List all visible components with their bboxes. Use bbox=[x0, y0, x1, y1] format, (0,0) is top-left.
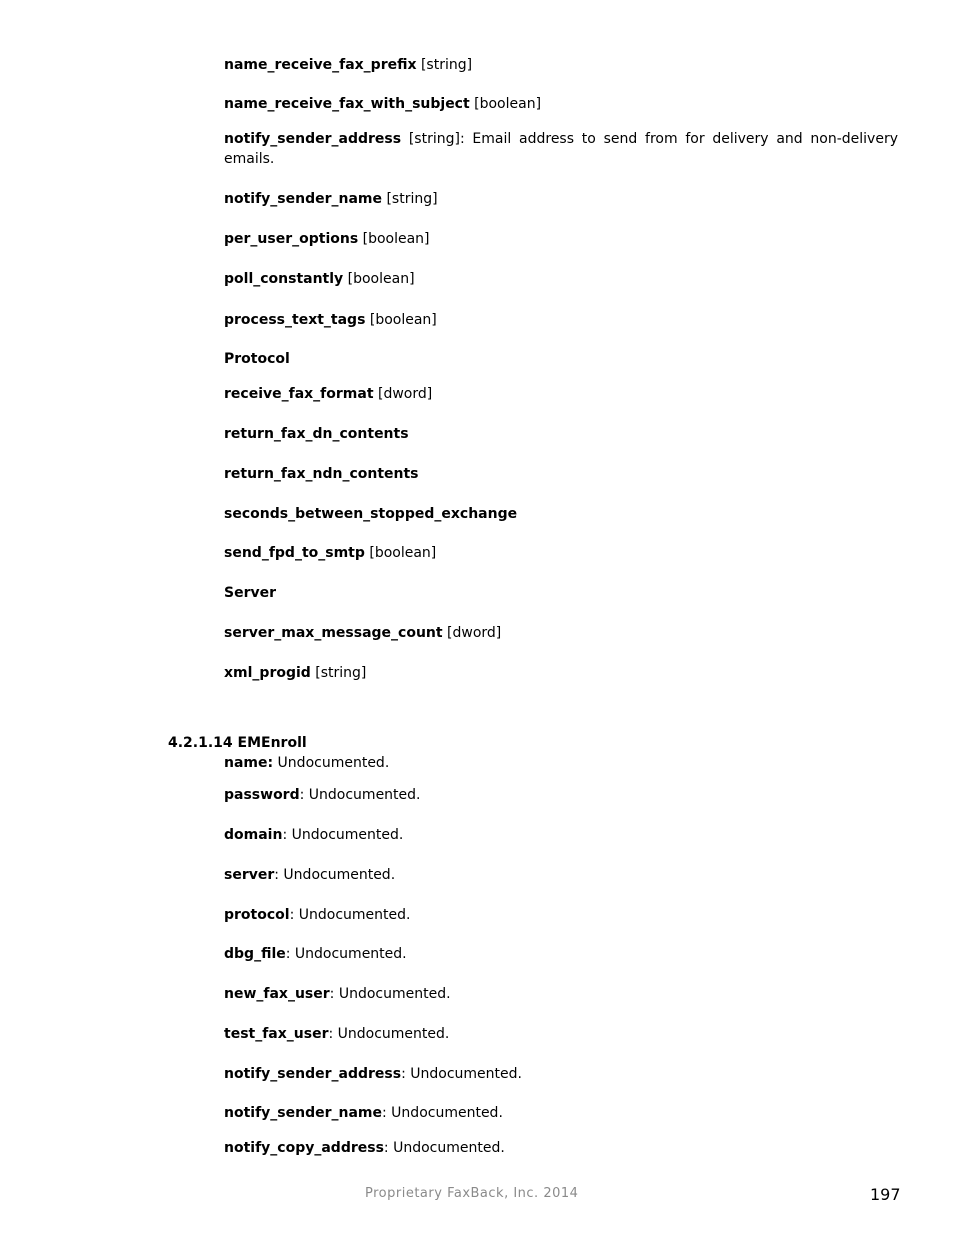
param-entry bbox=[224, 825, 898, 845]
param-entry bbox=[224, 543, 898, 563]
param-entry bbox=[224, 984, 898, 1004]
param-type: [boolean] bbox=[358, 231, 430, 247]
param-name: server_max_message_count bbox=[224, 625, 443, 641]
param-entry bbox=[224, 349, 898, 369]
param-entry bbox=[224, 464, 898, 484]
param-type: [dword] bbox=[373, 386, 433, 402]
param-name: process_text_tags bbox=[224, 312, 366, 328]
param-name: per_user_options bbox=[224, 231, 359, 247]
param-entry bbox=[224, 623, 898, 643]
section-heading: 4.2.1.14 EMEnroll bbox=[168, 735, 307, 751]
param-name: Protocol bbox=[224, 351, 290, 367]
param-entry bbox=[224, 94, 898, 114]
param-description: Undocumented. bbox=[273, 755, 390, 771]
param-name: return_fax_ndn_contents bbox=[224, 466, 419, 482]
param-entry bbox=[224, 1064, 898, 1084]
param-entry bbox=[224, 944, 898, 964]
param-name: xml_progid bbox=[224, 665, 311, 681]
param-name: test_fax_user bbox=[224, 1026, 329, 1042]
param-name: notify_sender_name bbox=[224, 191, 383, 207]
footer-copyright: Proprietary FaxBack, Inc. 2014 bbox=[365, 1186, 579, 1201]
param-description: : Undocumented. bbox=[401, 1066, 522, 1082]
param-entry bbox=[224, 229, 898, 249]
param-type: [string] bbox=[401, 131, 460, 147]
param-description: : Undocumented. bbox=[289, 907, 411, 923]
page-number: 197 bbox=[870, 1185, 901, 1204]
param-name: name_receive_fax_prefix bbox=[224, 57, 417, 73]
param-name: Server bbox=[224, 585, 277, 601]
param-type: [boolean] bbox=[364, 545, 437, 561]
param-entry bbox=[224, 663, 898, 683]
param-entry bbox=[224, 269, 898, 289]
param-description: : Undocumented. bbox=[285, 946, 407, 962]
param-entry bbox=[224, 384, 898, 404]
param-description: : Undocumented. bbox=[282, 827, 404, 843]
param-name: poll_constantly bbox=[224, 271, 344, 287]
param-entry bbox=[224, 785, 898, 805]
param-name: return_fax_dn_contents bbox=[224, 426, 409, 442]
param-entry bbox=[224, 583, 898, 603]
param-description: : Undocumented. bbox=[328, 1026, 450, 1042]
param-name: name_receive_fax_with_subject bbox=[224, 96, 470, 112]
param-description: : Undocumented. bbox=[329, 986, 451, 1002]
param-description: : Undocumented. bbox=[299, 787, 421, 803]
param-entry bbox=[224, 424, 898, 444]
param-type: [string] bbox=[310, 665, 367, 681]
param-name: notify_sender_address bbox=[224, 1066, 402, 1082]
param-description: : Undocumented. bbox=[274, 867, 396, 883]
param-name: notify_copy_address bbox=[224, 1140, 384, 1156]
param-entry bbox=[224, 1138, 898, 1158]
param-name: send_fpd_to_smtp bbox=[224, 545, 365, 561]
param-description: : Undocumented. bbox=[382, 1105, 503, 1121]
param-entry bbox=[224, 1103, 898, 1123]
param-entry bbox=[224, 55, 898, 75]
param-type: [boolean] bbox=[365, 312, 437, 328]
param-entry bbox=[224, 905, 898, 925]
param-name: protocol bbox=[224, 907, 290, 923]
param-entry bbox=[224, 753, 898, 773]
param-description: : Undocumented. bbox=[383, 1140, 505, 1156]
param-name: seconds_between_stopped_exchange bbox=[224, 506, 518, 522]
param-type: [string] bbox=[416, 57, 473, 73]
param-entry bbox=[224, 129, 898, 169]
param-name: receive_fax_format bbox=[224, 386, 374, 402]
param-entry bbox=[224, 189, 898, 209]
param-type: [boolean] bbox=[469, 96, 542, 112]
param-type: [boolean] bbox=[343, 271, 415, 287]
param-name: name: bbox=[224, 755, 274, 771]
param-type: [dword] bbox=[442, 625, 502, 641]
param-name: domain bbox=[224, 827, 283, 843]
param-name: password bbox=[224, 787, 300, 803]
param-name: notify_sender_name bbox=[224, 1105, 383, 1121]
param-description: : Email address to send from for delivery and non-delivery emails. bbox=[224, 131, 898, 167]
param-entry bbox=[224, 310, 898, 330]
param-name: dbg_file bbox=[224, 946, 286, 962]
param-type: [string] bbox=[382, 191, 438, 207]
param-entry bbox=[224, 504, 898, 524]
param-entry bbox=[224, 865, 898, 885]
param-entry bbox=[224, 1024, 898, 1044]
param-name: notify_sender_address bbox=[224, 131, 402, 147]
param-name: new_fax_user bbox=[224, 986, 330, 1002]
param-name: server bbox=[224, 867, 275, 883]
